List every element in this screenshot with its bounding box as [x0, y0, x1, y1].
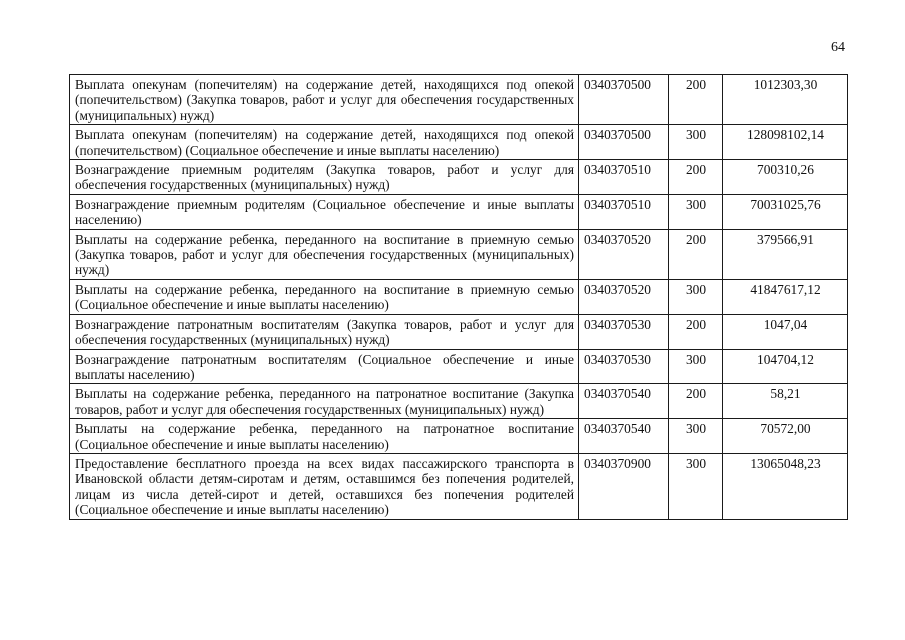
row-expense-type: 200 [669, 160, 723, 195]
row-description: Выплата опекунам (попечителям) на содержание детей, находящихся под опекой (попечительством) (Закупка товаров, работ и услуг для обеспечения государственных (муниципальных) нужд) [70, 75, 579, 125]
row-target-code: 0340370530 [579, 349, 669, 384]
table-row [70, 125, 848, 160]
row-description: Предоставление бесплатного проезда на всех видах пассажирского транспорта в Ивановской области детям-сиротам и детям, оставшимся без попечения родителей, лицам из числа детей-сирот и детей, оставшихся без попечения родителей (Социальное обеспечение и иные выплаты населению) [70, 453, 579, 519]
row-amount: 104704,12 [723, 349, 848, 384]
row-expense-type: 200 [669, 75, 723, 125]
row-amount: 1047,04 [723, 314, 848, 349]
row-amount: 1012303,30 [723, 75, 848, 125]
row-expense-type: 200 [669, 384, 723, 419]
budget-table [69, 74, 848, 520]
row-amount: 700310,26 [723, 160, 848, 195]
row-amount: 58,21 [723, 384, 848, 419]
row-target-code: 0340370540 [579, 419, 669, 454]
row-amount: 379566,91 [723, 229, 848, 279]
row-expense-type: 300 [669, 349, 723, 384]
row-target-code: 0340370510 [579, 160, 669, 195]
row-expense-type: 300 [669, 419, 723, 454]
row-description: Выплата опекунам (попечителям) на содержание детей, находящихся под опекой (попечительством) (Социальное обеспечение и иные выплаты населению) [70, 125, 579, 160]
row-description: Вознаграждение патронатным воспитателям (Закупка товаров, работ и услуг для обеспечения государственных (муниципальных) нужд) [70, 314, 579, 349]
row-description: Выплаты на содержание ребенка, переданного на воспитание в приемную семью (Социальное обеспечение и иные выплаты населению) [70, 279, 579, 314]
row-expense-type: 300 [669, 279, 723, 314]
row-description: Вознаграждение приемным родителям (Закупка товаров, работ и услуг для обеспечения государственных (муниципальных) нужд) [70, 160, 579, 195]
row-expense-type: 200 [669, 229, 723, 279]
row-target-code: 0340370530 [579, 314, 669, 349]
table-row [70, 279, 848, 314]
row-expense-type: 300 [669, 453, 723, 519]
table-row [70, 75, 848, 125]
row-expense-type: 300 [669, 194, 723, 229]
budget-table-body [70, 75, 848, 520]
table-row [70, 419, 848, 454]
row-description: Выплаты на содержание ребенка, переданного на патронатное воспитание (Закупка товаров, работ и услуг для обеспечения государственных (муниципальных) нужд) [70, 384, 579, 419]
table-row [70, 349, 848, 384]
row-target-code: 0340370520 [579, 279, 669, 314]
table-row [70, 453, 848, 519]
page-number: 64 [831, 40, 845, 55]
row-description: Вознаграждение патронатным воспитателям (Социальное обеспечение и иные выплаты населению) [70, 349, 579, 384]
row-amount: 70572,00 [723, 419, 848, 454]
row-description: Выплаты на содержание ребенка, переданного на воспитание в приемную семью (Закупка товаров, работ и услуг для обеспечения государственных (муниципальных) нужд) [70, 229, 579, 279]
table-row [70, 194, 848, 229]
table-row [70, 314, 848, 349]
table-row [70, 229, 848, 279]
row-description: Вознаграждение приемным родителям (Социальное обеспечение и иные выплаты населению) [70, 194, 579, 229]
row-amount: 128098102,14 [723, 125, 848, 160]
row-amount: 13065048,23 [723, 453, 848, 519]
row-target-code: 0340370500 [579, 75, 669, 125]
row-target-code: 0340370510 [579, 194, 669, 229]
row-target-code: 0340370500 [579, 125, 669, 160]
row-expense-type: 300 [669, 125, 723, 160]
row-target-code: 0340370520 [579, 229, 669, 279]
row-description: Выплаты на содержание ребенка, переданного на патронатное воспитание (Социальное обеспечение и иные выплаты населению) [70, 419, 579, 454]
row-amount: 70031025,76 [723, 194, 848, 229]
table-row [70, 160, 848, 195]
row-amount: 41847617,12 [723, 279, 848, 314]
table-row [70, 384, 848, 419]
row-expense-type: 200 [669, 314, 723, 349]
row-target-code: 0340370900 [579, 453, 669, 519]
row-target-code: 0340370540 [579, 384, 669, 419]
